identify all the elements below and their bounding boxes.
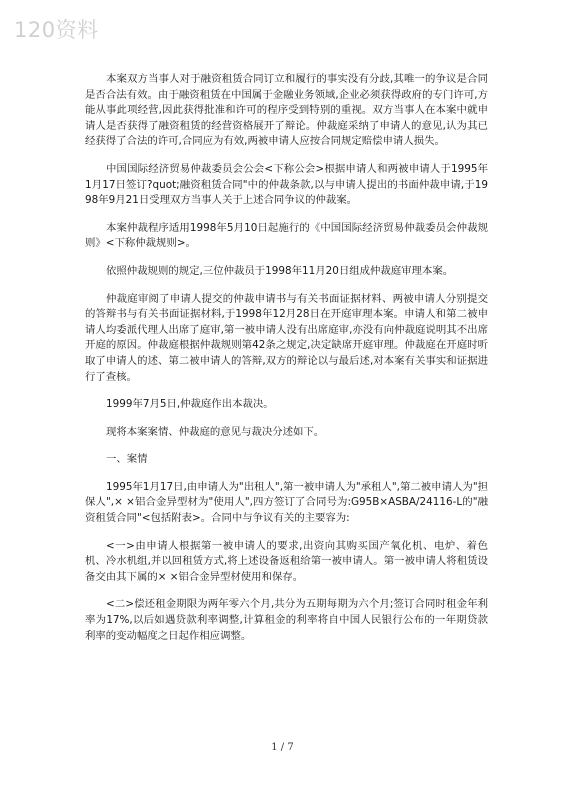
- paragraph-intro: 现将本案案情、仲裁庭的意见与裁决分述如下。: [106, 425, 325, 438]
- paragraph-clause-two: <二>偿还租金期限为两年零六个月,共分为五期每期为六个月;签订合同时租金年利率为17%,以后如遇贷款利率调整,计算租金的利率将自中国人民银行公布的一年期贷款利率的变动幅度之日起作相应调整。: [85, 598, 488, 642]
- paragraph-case-acceptance: 中国国际经济贸易仲裁委员会公会<下称公会>根据申请人和两被申请人于1995年1月17日签订?quot;融资租赁合同"中的仲裁条款,以与申请人提出的书面仲裁申请,于1998年9月21日受理双方当事人关于上述合同争议的仲裁案。: [85, 162, 488, 207]
- paragraph-dispute-summary: 本案双方当事人对于融资租赁合同订立和履行的事实没有分歧,其唯一的争议是合同是否合法有效。由于融资租赁在中国属于金融业务领域,企业必须获得政府的专门许可,方能从事此项经营,因此获得批准和许可的程序受到特别的重视。双方当事人在本案中就申请人是否获得了融资租赁的经营资格展开了辩论。仲裁庭采纳了申请人的意见,认为其已经获得了合法的许可,合同应为有效,两被申请人应按合同规定赔偿申请人损失。: [85, 73, 488, 148]
- paragraph-tribunal-formed: 依照仲裁规则的规定,三位仲裁员于1998年11月20日组成仲裁庭审理本案。: [106, 264, 454, 277]
- watermark-logo: 120资料: [14, 18, 99, 42]
- paragraph-clause-one: <一>由申请人根据第一被申请人的要求,出资向其购买国产氧化机、电炉、着色机、冷水机组,并以回租赁方式,将上述设备返租给第一被申请人。第一被申请人将租赁设备交由其下属的× ×铝合金异型材使用和保存。: [85, 539, 488, 583]
- section-heading-case-facts: 一、案情: [106, 453, 148, 466]
- paragraph-contract-signing: 1995年1月17日,由申请人为"出租人",第一被申请人为"承租人",第二被申请人为"担保人",× ×铝合金异型材为"使用人",四方签订了合同号为:G95B×ASBA/24116-L的"融资租赁合同"<包括附表>。合同中与争议有关的主要容为:: [85, 480, 488, 525]
- page-number: 1 / 7: [271, 742, 294, 753]
- paragraph-hearing: 仲裁庭审阅了申请人提交的仲裁申请书与有关书面证据材料、两被申请人分别提交的答辩书与有关书面证据材料,于1998年12月28日在开庭审理本案。申请人和第二被申请人均委派代理人出席了庭审,第一被申请人没有出席庭审,亦没有向仲裁庭说明其不出席开庭的原因。仲裁庭根据仲裁规则第42条之规定,决定缺席开庭审理。仲裁庭在开庭时听取了申请人的述、第二被申请人的答辩,双方的辩论以与最后述,对本案有关事实和证据进行了查核。: [85, 292, 488, 383]
- paragraph-award-date: 1999年7月5日,仲裁庭作出本裁决。: [106, 398, 274, 411]
- document-body: [85, 72, 488, 656]
- paragraph-rules-applied: 本案仲裁程序适用1998年5月10日起施行的《中国国际经济贸易仲裁委员会仲裁规则》<下称仲裁规则>。: [85, 221, 488, 250]
